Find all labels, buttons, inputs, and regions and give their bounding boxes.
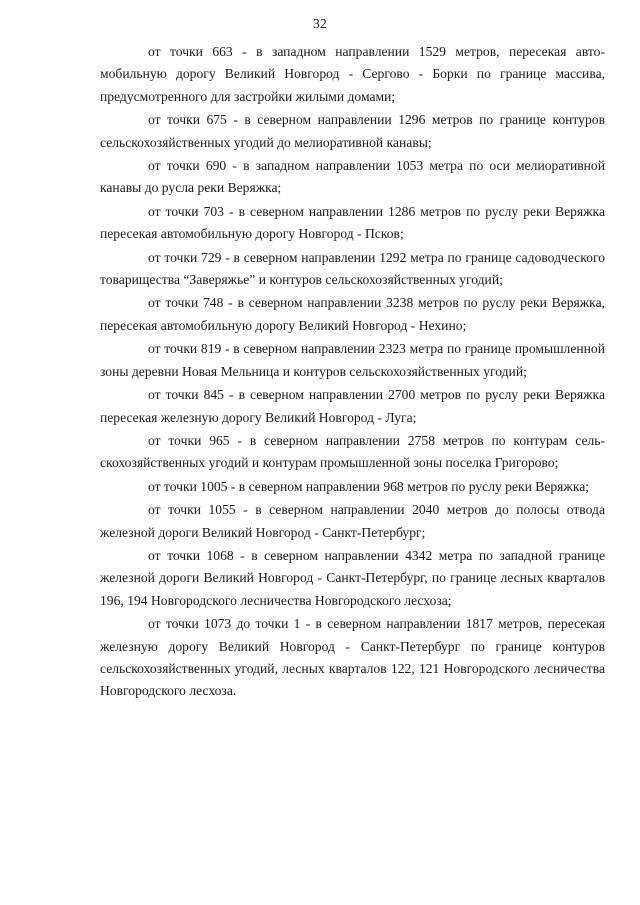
boundary-segment-paragraph: от точки 729 - в северном направлении 1292 метра по границе садоводческого товарищества “Заверяжье” и контуров сельскохозяйственных угодий; [100,249,605,288]
boundary-segment-paragraph: от точки 965 - в северном направлении 2758 метров по контурам сельскохозяйственных угодий и контурам промышленной зоны поселка Григорово; [100,432,605,471]
boundary-segment-paragraph: от точки 1005 - в северном направлении 968 метров по руслу реки Веряжка; [148,478,590,494]
boundary-segment-paragraph: от точки 663 - в западном направлении 1529 метров, пересекая автомобильную дорогу Великий Новгород - Сергово - Борки по границе массива, предусмотренного для застройки жилыми домами; [100,44,605,104]
boundary-description-text [100,41,605,704]
boundary-segment-paragraph: от точки 748 - в северном направлении 3238 метров по руслу реки Веряжка, пересекая автомобильную дорогу Великий Новгород - Нехино; [100,295,605,333]
page-number: 32 [312,16,328,31]
boundary-segment-paragraph: от точки 845 - в северном направлении 2700 метров по руслу реки Веряжка пересекая железную дорогу Великий Новгород - Луга; [100,387,605,425]
boundary-segment-paragraph: от точки 690 - в западном направлении 1053 метра по оси мелиоративной канавы до русла реки Веряжка; [100,158,605,196]
boundary-segment-paragraph: от точки 1068 - в северном направлении 4342 метра по западной границе железной дороги Великий Новгород - Санкт-Петербург, по границе лесных кварталов 196, 194 Новгородского лесничества Новгородского лесхоза; [100,547,605,608]
boundary-segment-paragraph: от точки 675 - в северном направлении 1296 метров по границе контуров сельскохозяйственных угодий до мелиоративной канавы; [100,112,605,150]
boundary-segment-paragraph: от точки 703 - в северном направлении 1286 метров по руслу реки Веряжка пересекая автомобильную дорогу Новгород - Псков; [100,203,605,242]
boundary-segment-paragraph: от точки 1073 до точки 1 - в северном направлении 1817 метров, пересекая железную дорогу Великий Новгород - Санкт-Петербург по границе контуров сельскохозяйственных угодий, лесных кварталов 122, 121 Новгородского лесничества Новгородского лесхоза. [100,616,605,699]
boundary-segment-paragraph: от точки 819 - в северном направлении 2323 метра по границе промышленной зоны деревни Новая Мельница и контуров сельскохозяйственных угодий; [100,341,605,379]
boundary-segment-paragraph: от точки 1055 - в северном направлении 2040 метров до полосы отвода железной дороги Великий Новгород - Санкт-Петербург; [100,502,605,540]
